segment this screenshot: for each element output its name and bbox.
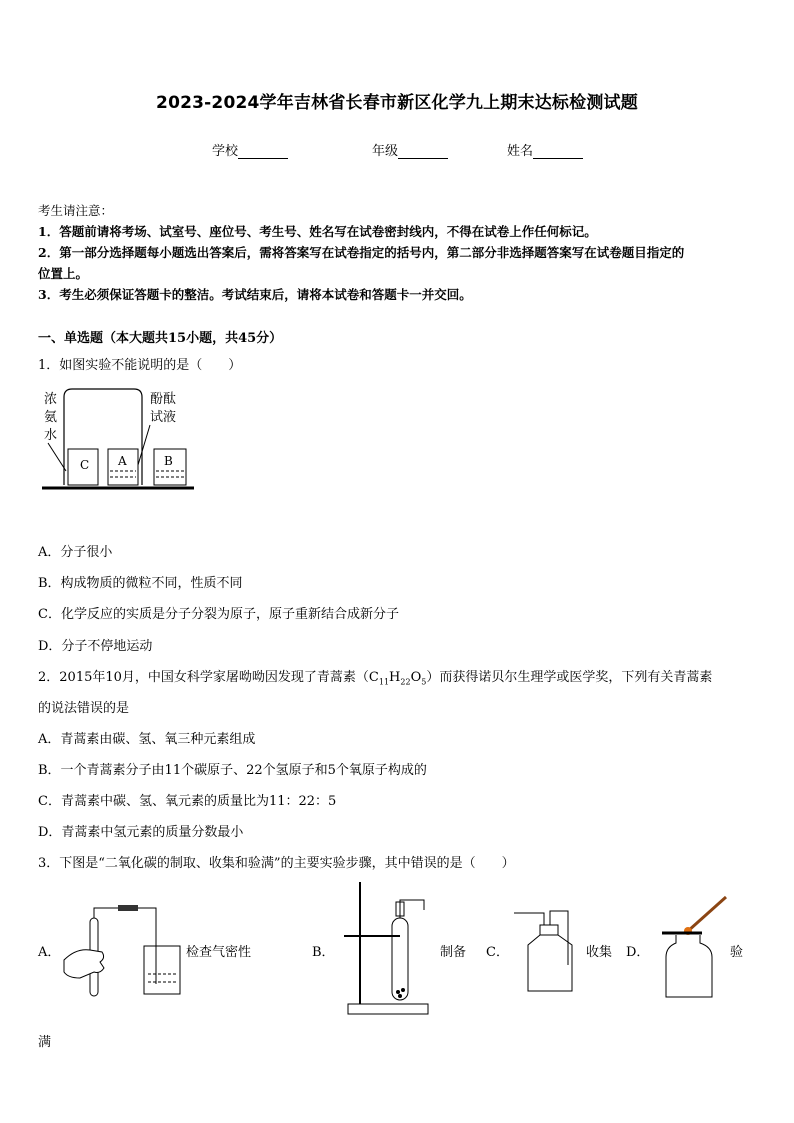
q3-caption-b: 制备: [440, 945, 467, 960]
beaker-b-label: B: [164, 454, 173, 468]
label-left-1: 浓: [44, 392, 58, 407]
q3-caption-d-continued: 满: [38, 1035, 52, 1050]
beaker-c-label: C: [80, 458, 90, 472]
beaker-a-label: A: [118, 454, 127, 468]
question-3-stem: 3．下图是“二氧化碳的制取、收集和验满”的主要实验步骤，其中错误的是（ ）: [38, 856, 515, 871]
name-field[interactable]: 姓名: [507, 140, 583, 159]
q1-option-a[interactable]: A．分子很小: [38, 545, 113, 560]
label-left-3: 水: [44, 428, 58, 443]
q3-caption-d: 验: [730, 945, 744, 960]
co2-fullness-test-figure: [658, 893, 734, 1001]
q1-option-b[interactable]: B．构成物质的微粒不同，性质不同: [38, 576, 243, 591]
q3-option-d[interactable]: D．: [626, 945, 650, 960]
q1-diagram: [38, 385, 198, 495]
label-right-1: 酚酞: [150, 392, 177, 407]
grade-field[interactable]: 年级: [372, 140, 448, 159]
q3-option-b[interactable]: B．: [312, 945, 335, 960]
q3-option-c[interactable]: C．: [486, 945, 509, 960]
co2-collection-figure: [510, 905, 580, 995]
notice-item: 1．答题前请将考场、试室号、座位号、考生号、姓名写在试卷密封线内，不得在试卷上作任何标记。: [38, 224, 597, 239]
q2-option-d[interactable]: D．青蒿素中氢元素的质量分数最小: [38, 825, 244, 840]
co2-generation-figure: [340, 878, 436, 1018]
question-1-stem: 1．如图实验不能说明的是（ ）: [38, 358, 242, 373]
section-heading: 一、单选题（本大题共15小题，共45分）: [38, 331, 283, 346]
q2-option-b[interactable]: B．一个青蒿素分子由11个碳原子、22个氢原子和5个氧原子构成的: [38, 763, 427, 778]
notice-heading: 考生请注意：: [38, 203, 114, 218]
airtight-check-figure: [60, 898, 184, 1002]
notice-item: 3．考生必须保证答题卡的整洁。考试结束后，请将本试卷和答题卡一并交回。: [38, 287, 472, 302]
q2-option-a[interactable]: A．青蒿素由碳、氢、氧三种元素组成: [38, 732, 256, 747]
q3-caption-a: 检查气密性: [186, 945, 252, 960]
exam-notice: [38, 200, 763, 305]
notice-item: 位置上。: [38, 266, 89, 281]
question-2-stem: 2．2015年10月，中国女科学家屠呦呦因发现了青蒿素$(C_{11}H_{22}O_5)$而获得诺贝尔生理学或医学奖，下列有关青蒿素: [38, 670, 713, 687]
page-title: 2023-2024学年吉林省长春市新区化学九上期末达标检测试题: [156, 93, 638, 113]
q3-option-a[interactable]: A．: [38, 945, 61, 960]
q1-option-d[interactable]: D．分子不停地运动: [38, 639, 153, 654]
label-right-2: 试液: [150, 410, 177, 425]
label-left-2: 氨: [44, 410, 58, 425]
q3-caption-c: 收集: [586, 945, 613, 960]
notice-item: 2．第一部分选择题每小题选出答案后，需将答案写在试卷指定的括号内，第二部分非选择题答案写在试卷题目指定的: [38, 245, 685, 260]
school-field[interactable]: 学校: [212, 140, 288, 159]
q1-option-c[interactable]: C．化学反应的实质是分子分裂为原子，原子重新结合成新分子: [38, 607, 399, 622]
question-2-stem-line2: 的说法错误的是: [38, 701, 130, 716]
q2-option-c[interactable]: C．青蒿素中碳、氢、氧元素的质量比为11：22：5: [38, 794, 337, 809]
